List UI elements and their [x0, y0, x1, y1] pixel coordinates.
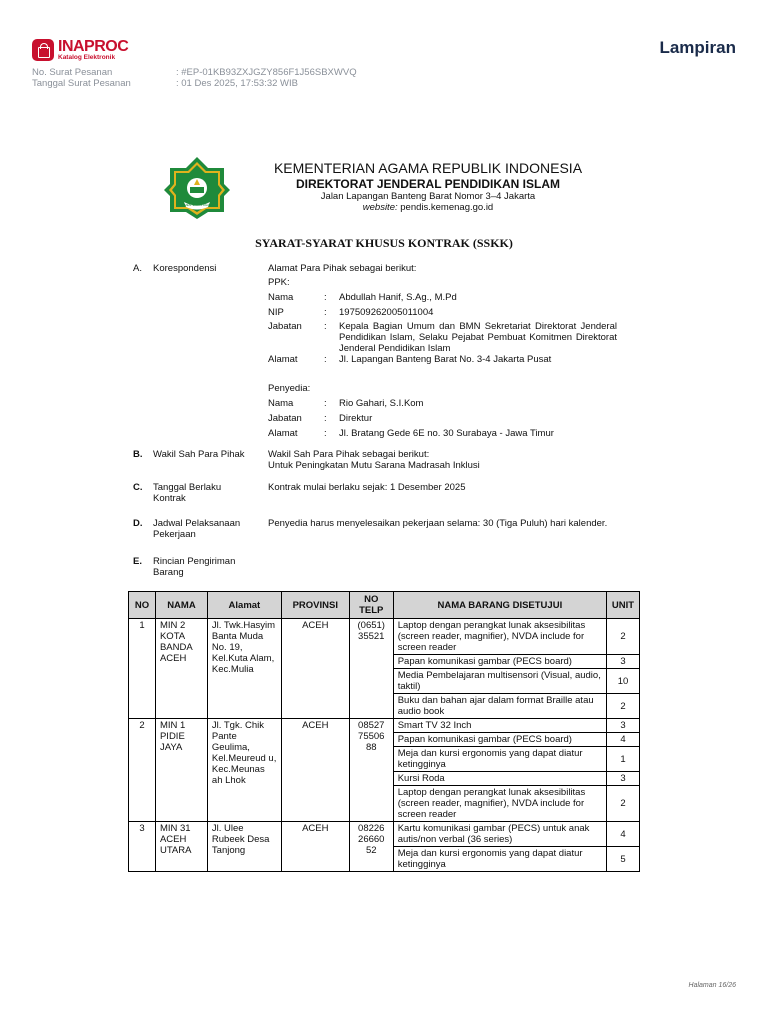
inaproc-logo-icon [32, 39, 54, 61]
directorate-name: DIREKTORAT JENDERAL PENDIDIKAN ISLAM [295, 177, 561, 191]
penyedia-nama-value: Rio Gahari, S.I.Kom [339, 398, 424, 409]
row-unit: 10 [606, 669, 639, 694]
row-barang: Meja dan kursi ergonomis yang dapat diatur ketingginya [393, 847, 606, 872]
website-line [240, 202, 616, 213]
logo-text: INAPROC [58, 38, 129, 55]
row-unit: 2 [606, 786, 639, 822]
penyedia-label: Penyedia: [268, 383, 311, 394]
section-b-label: Wakil Sah Para Pihak [153, 449, 245, 460]
table-header-cell: UNIT [606, 592, 639, 619]
row-unit: 3 [606, 772, 639, 786]
row-provinsi: ACEH [281, 719, 349, 822]
row-nama: MIN 2 KOTA BANDA ACEH [155, 619, 207, 719]
ministry-name: KEMENTERIAN AGAMA REPUBLIK INDONESIA [273, 160, 583, 176]
section-a-label: Korespondensi [153, 263, 217, 274]
svg-text:KEMENTERIAN AGAMA: KEMENTERIAN AGAMA [180, 203, 214, 207]
penyedia-jabatan-value: Direktur [339, 413, 373, 424]
ppk-nama-key: Nama [268, 292, 294, 303]
page-title: Lampiran [659, 38, 736, 57]
row-barang: Meja dan kursi ergonomis yang dapat diatur ketingginya [393, 747, 606, 772]
order-date-label: Tanggal Surat Pesanan [32, 78, 131, 89]
row-alamat: Jl. Tgk. Chik Pante Geulima, Kel.Meureud u, Kec.Meunas ah Lhok [207, 719, 281, 822]
colon: : [324, 428, 327, 439]
row-no: 2 [129, 719, 156, 822]
row-provinsi: ACEH [281, 619, 349, 719]
website-value: pendis.kemenag.go.id [397, 202, 494, 213]
table-header-cell: NAMA BARANG DISETUJUI [393, 592, 606, 619]
ppk-jabatan-value: Kepala Bagian Umum dan BMN Sekretariat Direktorat Jenderal Pendidikan Islam, Selaku Pejabat Pembuat Komitmen Direktorat Jenderal Pendidikan Islam [339, 321, 617, 354]
section-b-letter: B. [133, 449, 143, 460]
row-unit: 2 [606, 694, 639, 719]
row-unit: 4 [606, 822, 639, 847]
row-barang: Buku dan bahan ajar dalam format Braille atau audio book [393, 694, 606, 719]
table-header-cell: Alamat [207, 592, 281, 619]
row-no: 3 [129, 822, 156, 872]
row-barang: Smart TV 32 Inch [393, 719, 606, 733]
row-barang: Laptop dengan perangkat lunak aksesibilitas (screen reader, magnifier), NVDA include for screen reader [393, 619, 606, 655]
penyedia-nama-key: Nama [268, 398, 294, 409]
row-barang: Papan komunikasi gambar (PECS board) [393, 655, 606, 669]
row-no: 1 [129, 619, 156, 719]
table-header-row [129, 592, 640, 619]
colon: : [324, 398, 327, 409]
row-unit: 2 [606, 619, 639, 655]
page-number: Halaman 16/26 [688, 982, 736, 989]
kemenag-emblem-icon [163, 156, 231, 220]
section-c-letter: C. [133, 482, 143, 493]
section-b-line1: Wakil Sah Para Pihak sebagai berikut: [268, 449, 430, 460]
ppk-nip-key: NIP [268, 307, 284, 318]
section-a-intro: Alamat Para Pihak sebagai berikut: [268, 263, 417, 274]
section-a-letter: A. [133, 263, 142, 274]
row-unit: 1 [606, 747, 639, 772]
order-date-value: : 01 Des 2025, 17:53:32 WIB [176, 78, 298, 89]
penyedia-alamat-key: Alamat [268, 428, 298, 439]
row-nama: MIN 1 PIDIE JAYA [155, 719, 207, 822]
row-barang: Papan komunikasi gambar (PECS board) [393, 733, 606, 747]
row-telp: 08527 75506 88 [349, 719, 393, 822]
table-header-cell: NO [129, 592, 156, 619]
row-barang: Laptop dengan perangkat lunak aksesibilitas (screen reader, magnifier), NVDA include for screen reader [393, 786, 606, 822]
table-row [129, 822, 640, 847]
row-barang: Kartu komunikasi gambar (PECS) untuk anak autis/non verbal (36 series) [393, 822, 606, 847]
section-e-letter: E. [133, 556, 142, 567]
table-row [129, 619, 640, 655]
section-b-line2: Untuk Peningkatan Mutu Sarana Madrasah Inklusi [268, 460, 480, 471]
row-telp: (0651) 35521 [349, 619, 393, 719]
ppk-nama-value: Abdullah Hanif, S.Ag., M.Pd [339, 292, 457, 303]
row-telp: 08226 26660 52 [349, 822, 393, 872]
colon: : [324, 354, 327, 365]
row-alamat: Jl. Twk.Hasyim Banta Muda No. 19, Kel.Kuta Alam, Kec.Mulia [207, 619, 281, 719]
table-header-cell: PROVINSI [281, 592, 349, 619]
section-d-text: Penyedia harus menyelesaikan pekerjaan selama: 30 (Tiga Puluh) hari kalender. [268, 518, 608, 529]
row-nama: MIN 31 ACEH UTARA [155, 822, 207, 872]
document-title: SYARAT-SYARAT KHUSUS KONTRAK (SSKK) [255, 236, 513, 250]
logo-subtitle: Katalog Elektronik [58, 54, 116, 61]
ppk-alamat-value: Jl. Lapangan Banteng Barat No. 3-4 Jakarta Pusat [339, 354, 552, 365]
ppk-jabatan-key: Jabatan [268, 321, 302, 332]
table-header-cell: NO TELP [349, 592, 393, 619]
colon: : [324, 321, 327, 332]
row-unit: 4 [606, 733, 639, 747]
section-d-label: Jadwal Pelaksanaan Pekerjaan [153, 518, 241, 540]
colon: : [324, 292, 327, 303]
section-c-label: Tanggal Berlaku Kontrak [153, 482, 222, 504]
row-unit: 3 [606, 719, 639, 733]
row-provinsi: ACEH [281, 822, 349, 872]
section-d-letter: D. [133, 518, 143, 529]
section-e-label: Rincian Pengiriman Barang [153, 556, 236, 578]
colon: : [324, 413, 327, 424]
row-alamat: Jl. Ulee Rubeek Desa Tanjong [207, 822, 281, 872]
ppk-nip-value: 197509262005011004 [339, 307, 434, 318]
section-c-text: Kontrak mulai berlaku sejak: 1 Desember 2025 [268, 482, 466, 493]
penyedia-jabatan-key: Jabatan [268, 413, 302, 424]
row-unit: 5 [606, 847, 639, 872]
website-label: website: [362, 202, 398, 213]
row-barang: Kursi Roda [393, 772, 606, 786]
order-number-value: : #EP-01KB93ZXJGZY856F1J56SBXWVQ [176, 67, 357, 78]
penyedia-alamat-value: Jl. Bratang Gede 6E no. 30 Surabaya - Jawa Timur [339, 428, 554, 439]
row-unit: 3 [606, 655, 639, 669]
office-address: Jalan Lapangan Banteng Barat Nomor 3–4 Jakarta [320, 191, 536, 202]
ppk-alamat-key: Alamat [268, 354, 298, 365]
order-number-label: No. Surat Pesanan [32, 67, 113, 78]
delivery-table [128, 591, 640, 872]
colon: : [324, 307, 327, 318]
ppk-label: PPK: [268, 277, 290, 288]
table-row [129, 719, 640, 733]
row-barang: Media Pembelajaran multisensori (Visual, audio, taktil) [393, 669, 606, 694]
table-header-cell: NAMA [155, 592, 207, 619]
